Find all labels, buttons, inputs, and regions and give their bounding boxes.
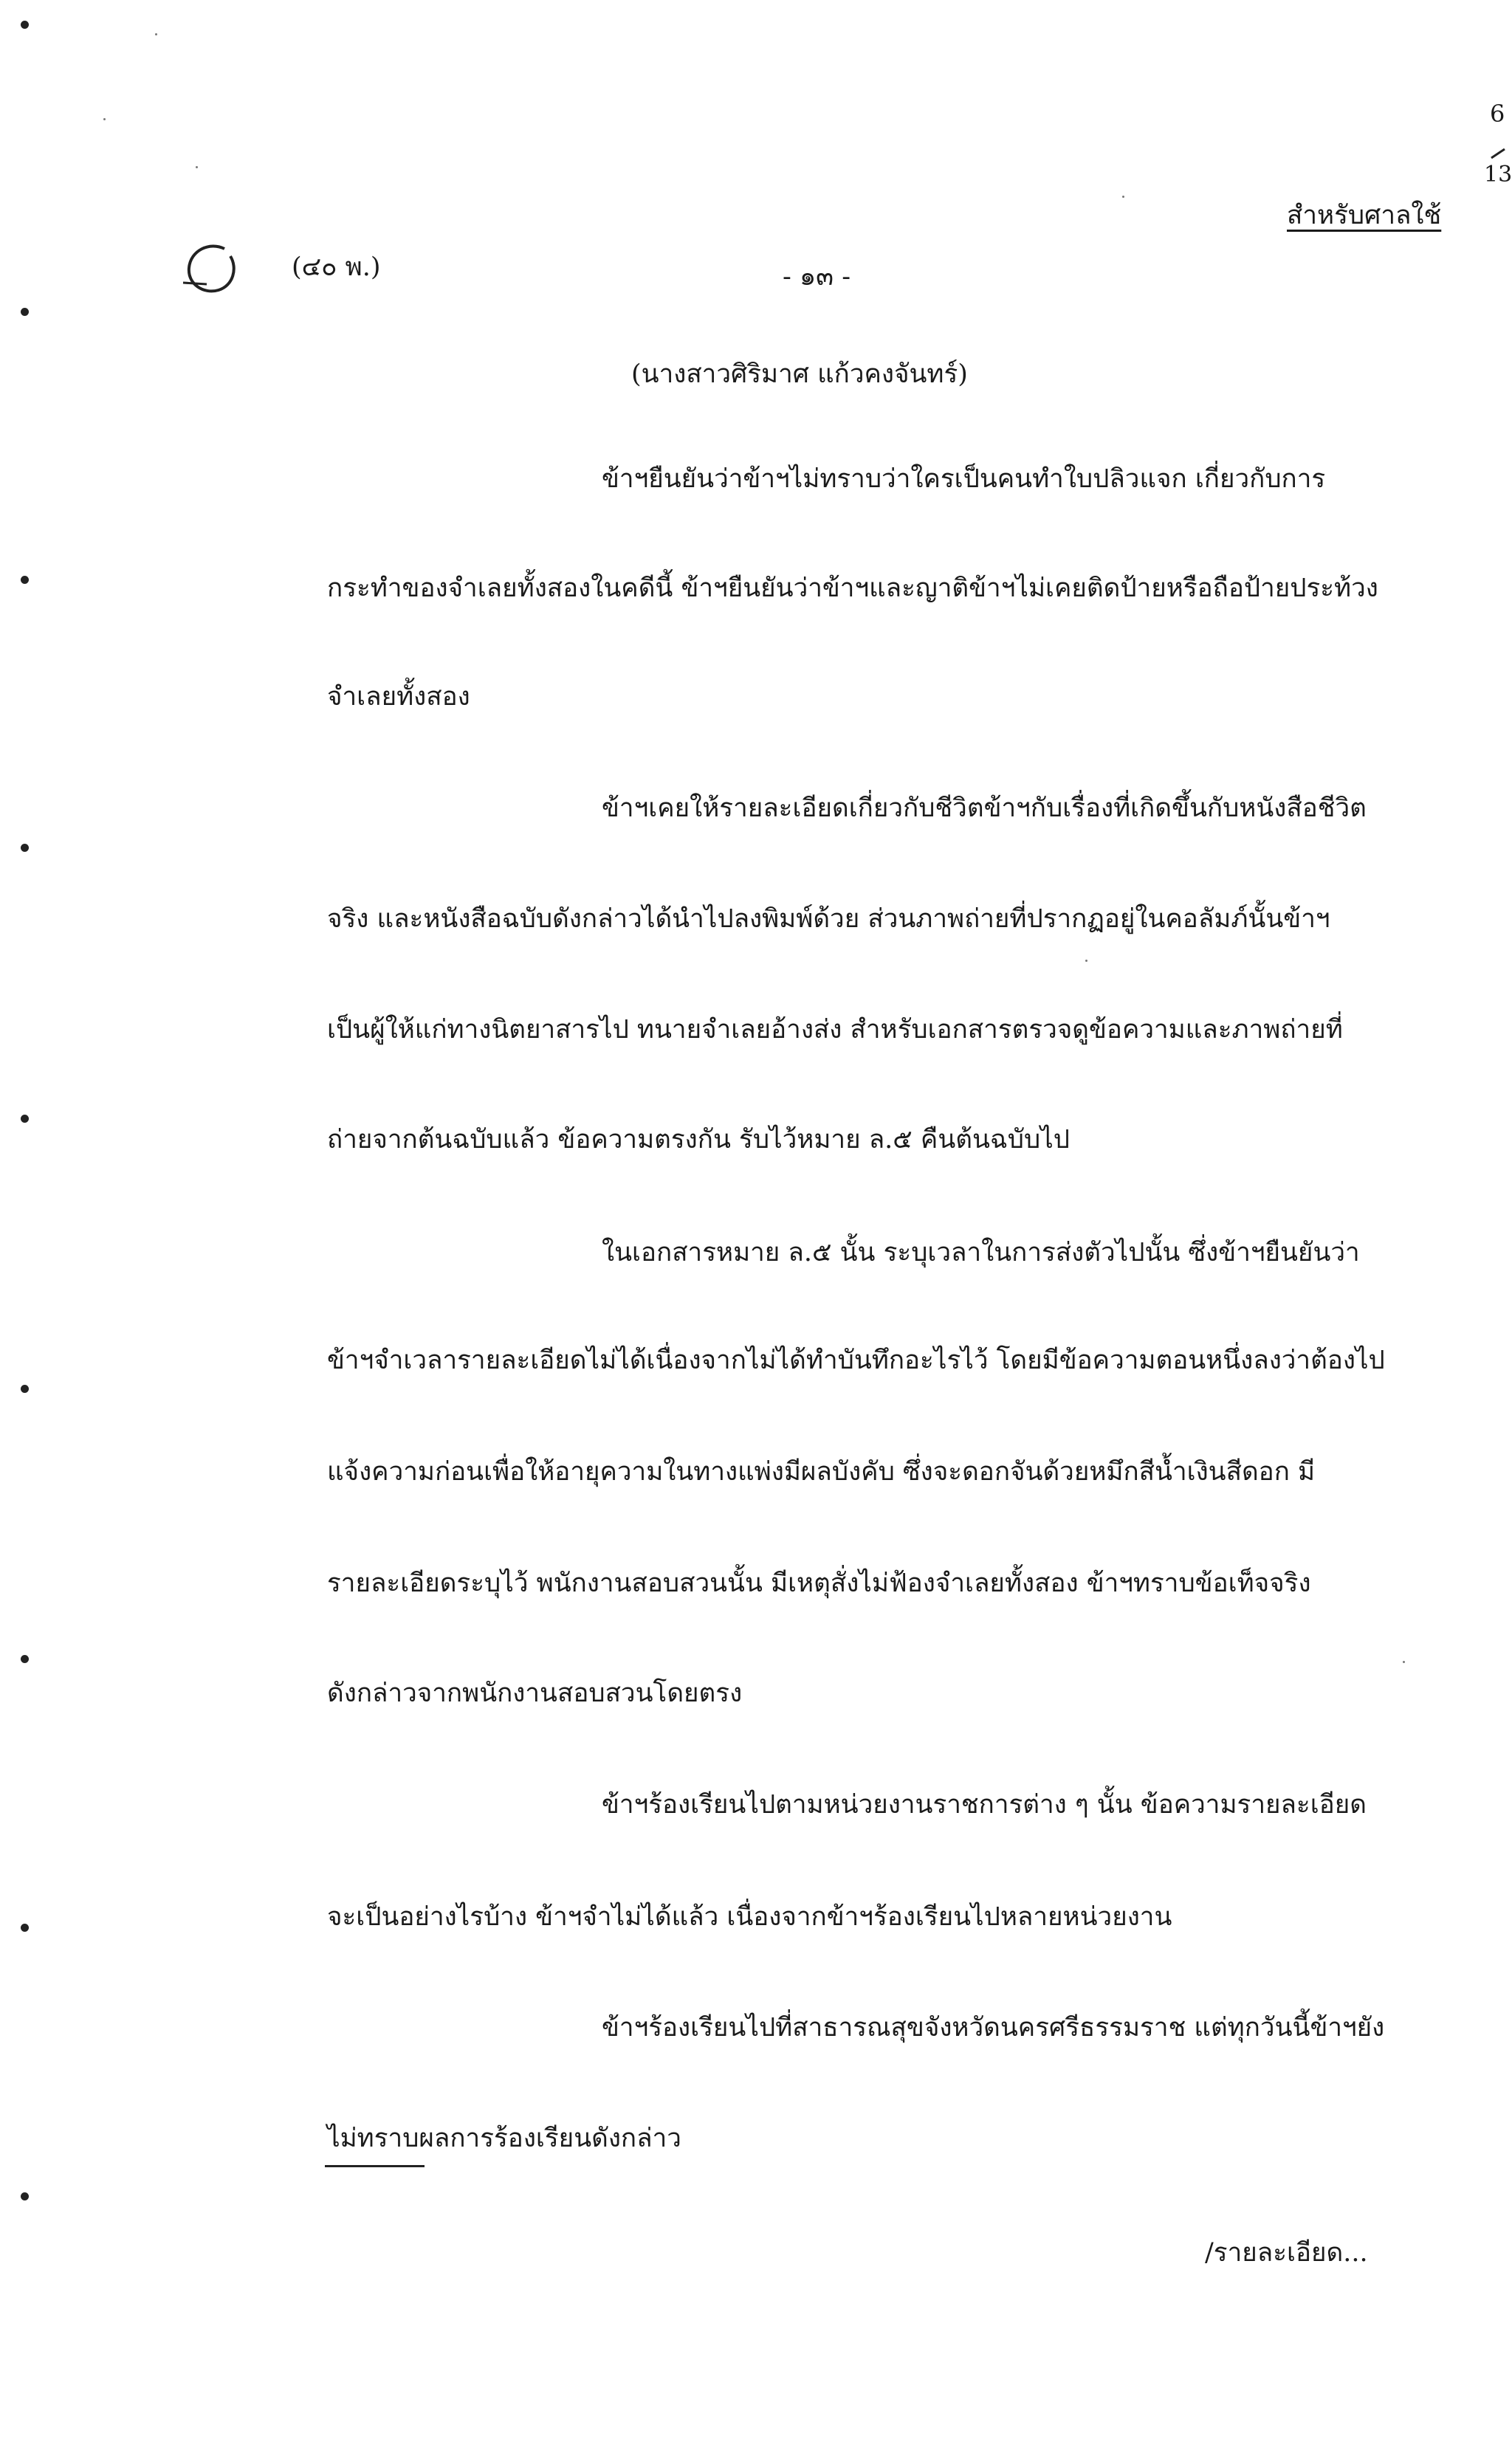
circle-stamp-icon <box>177 240 244 299</box>
margin-dot <box>21 844 29 852</box>
body-line: ข้าฯจำเวลารายละเอียดไม่ได้เนื่องจากไม่ได้ทำบันทึกอะไรไว้ โดยมีข้อความตอนหนึ่งลงว่าต้องไป <box>327 1346 1385 1375</box>
corner-number: 13 <box>1484 162 1512 187</box>
body-line: ข้าฯร้องเรียนไปที่สาธารณสุขจังหวัดนครศรีธรรมราช แต่ทุกวันนี้ข้าฯยัง <box>602 2013 1385 2043</box>
scan-speck <box>1122 196 1124 198</box>
scan-speck <box>1085 960 1087 962</box>
margin-dot <box>21 1385 29 1393</box>
body-line: จะเป็นอย่างไรบ้าง ข้าฯจำไม่ได้แล้ว เนื่องจากข้าฯร้องเรียนไปหลายหน่วยงาน <box>327 1902 1172 1932</box>
hand-underline <box>325 2165 425 2167</box>
scan-speck <box>103 118 106 120</box>
body-line: จำเลยทั้งสอง <box>327 682 470 712</box>
margin-dot <box>21 1924 29 1932</box>
body-line: แจ้งความก่อนเพื่อให้อายุความในทางแพ่งมีผลบังคับ ซึ่งจะดอกจันด้วยหมึกสีน้ำเงินสีดอก มี <box>327 1457 1316 1487</box>
scan-speck <box>155 33 157 35</box>
margin-dot <box>21 308 29 316</box>
body-line: ข้าฯยืนยันว่าข้าฯไม่ทราบว่าใครเป็นคนทำใบปลิวแจก เกี่ยวกับการ <box>602 464 1326 494</box>
continuation-marker: /รายละเอียด... <box>1205 2238 1368 2268</box>
body-line: เป็นผู้ให้แก่ทางนิตยาสารไป ทนายจำเลยอ้างส่ง สำหรับเอกสารตรวจดูข้อความและภาพถ่ายที่ <box>327 1015 1343 1045</box>
court-use-label: สำหรับศาลใช้ <box>1287 201 1442 230</box>
margin-dot <box>21 576 29 584</box>
body-line: ข้าฯเคยให้รายละเอียดเกี่ยวกับชีวิตข้าฯกับเรื่องที่เกิดขึ้นกับหนังสือชีวิต <box>602 794 1367 823</box>
body-line: ดังกล่าวจากพนักงานสอบสวนโดยตรง <box>327 1679 743 1708</box>
body-line: ไม่ทราบผลการร้องเรียนดังกล่าว <box>327 2124 681 2153</box>
margin-dot <box>21 21 29 29</box>
body-line: รายละเอียดระบุไว้ พนักงานสอบสวนนั้น มีเหตุสั่งไม่ฟ้องจำเลยทั้งสอง ข้าฯทราบข้อเท็จจริง <box>327 1569 1311 1598</box>
body-line: ถ่ายจากต้นฉบับแล้ว ข้อความตรงกัน รับไว้หมาย ล.๕ คืนต้นฉบับไป <box>327 1125 1070 1154</box>
body-line: กระทำของจำเลยทั้งสองในคดีนี้ ข้าฯยืนยันว่าข้าฯและญาติข้าฯไม่เคยติดป้ายหรือถือป้ายประท้วง <box>327 574 1378 603</box>
margin-dot <box>21 1115 29 1123</box>
body-line: ในเอกสารหมาย ล.๕ นั้น ระบุเวลาในการส่งตัวไปนั้น ซึ่งข้าฯยืนยันว่า <box>602 1238 1360 1267</box>
form-code: (๔๐ พ.) <box>292 252 381 282</box>
margin-dot <box>21 2192 29 2200</box>
page-number: - ๑๓ - <box>783 262 851 292</box>
corner-dash <box>1490 146 1508 161</box>
corner-number: 6 <box>1490 100 1505 128</box>
scan-speck <box>196 166 198 168</box>
margin-dot <box>21 1655 29 1663</box>
witness-name: (นางสาวศิริมาศ แก้วคงจันทร์) <box>631 359 968 389</box>
scan-speck <box>1403 1661 1405 1663</box>
body-line: ข้าฯร้องเรียนไปตามหน่วยงานราชการต่าง ๆ นั้น ข้อความรายละเอียด <box>602 1790 1367 1820</box>
body-line: จริง และหนังสือฉบับดังกล่าวได้นำไปลงพิมพ์ด้วย ส่วนภาพถ่ายที่ปรากฏอยู่ในคอลัมภ์นั้นข้าฯ <box>327 904 1330 934</box>
